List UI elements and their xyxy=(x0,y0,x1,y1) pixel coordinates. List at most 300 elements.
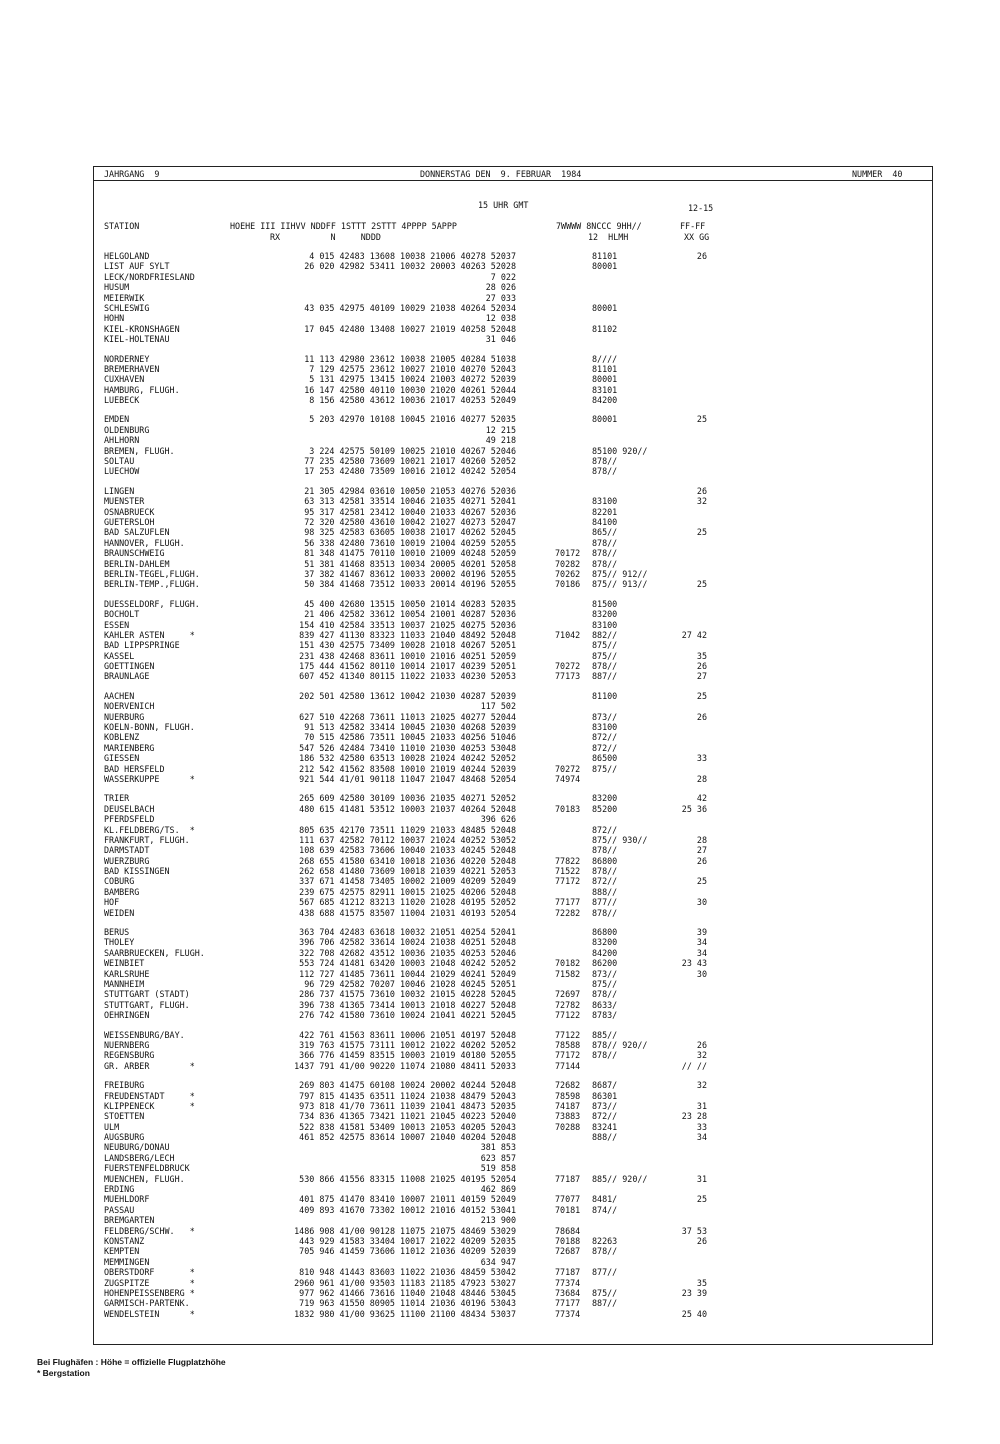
station-name: PFERDSFELD xyxy=(104,814,155,825)
cloud-code: 878// xyxy=(592,866,618,877)
station-data: 28 026 xyxy=(485,282,516,293)
gust-value: 23 28 xyxy=(681,1111,707,1122)
cloud-code: 878// xyxy=(592,1246,618,1257)
station-data: 50 384 41468 73512 10033 20014 40196 52055 xyxy=(304,579,516,590)
gust-value: 26 xyxy=(696,1235,707,1246)
gust-value: 28 xyxy=(696,834,707,845)
issue-number: NUMMER 40 xyxy=(852,169,903,179)
weather-code: 77144 xyxy=(555,1060,581,1071)
station-data: 21 305 42984 03610 10050 21053 40276 52036 xyxy=(304,485,516,496)
cloud-code: 84100 xyxy=(592,516,618,527)
table-row xyxy=(0,793,1000,803)
station-data: 607 452 41340 80115 11022 21033 40230 52053 xyxy=(299,671,516,682)
time-label: 15 UHR GMT xyxy=(478,200,529,210)
station-name: KONSTANZ xyxy=(104,1235,145,1246)
range-label: 12-15 xyxy=(688,203,714,213)
cloud-code: 887// xyxy=(592,1298,618,1309)
gust-value: 32 xyxy=(696,1050,707,1061)
table-row xyxy=(0,446,1000,456)
gust-value: 25 xyxy=(696,579,707,590)
cloud-code: 83200 xyxy=(592,609,618,620)
table-row xyxy=(0,1236,1000,1246)
cloud-code: 882// xyxy=(592,629,618,640)
station-table xyxy=(0,251,1000,1328)
gust-value: 34 xyxy=(696,1132,707,1143)
station-data: 231 438 42468 83611 10010 21016 40251 52059 xyxy=(299,650,516,661)
gust-value: 26 xyxy=(696,251,707,261)
table-row xyxy=(0,1101,1000,1111)
station-name: OEHRINGEN xyxy=(104,1010,150,1021)
table-row xyxy=(0,456,1000,466)
station-data: 1486 908 41/00 90128 11075 21075 48469 53029 xyxy=(294,1225,516,1236)
table-row xyxy=(0,282,1000,292)
table-row xyxy=(0,804,1000,814)
gust-value: 42 xyxy=(696,793,707,804)
station-name: FUERSTENFELDBRUCK xyxy=(104,1163,190,1174)
table-row xyxy=(0,774,1000,784)
cloud-code: 80001 xyxy=(592,414,618,425)
cloud-code: 82263 xyxy=(592,1235,618,1246)
station-data: 4 015 42483 13608 10038 21006 40278 52037 xyxy=(309,251,516,261)
table-row xyxy=(0,599,1000,609)
table-row xyxy=(0,712,1000,722)
gust-value: 23 43 xyxy=(681,958,707,969)
table-row xyxy=(0,364,1000,374)
table-row xyxy=(0,1010,1000,1020)
table-row xyxy=(0,425,1000,435)
code-header: HOEHE III IIHVV NDDFF 1STTT 2STTT 4PPPP 5APPP xyxy=(230,221,457,231)
cloud-code: 878// xyxy=(592,537,618,548)
station-name: HAMBURG, FLUGH. xyxy=(104,384,180,395)
weather-code: 70288 xyxy=(555,1121,581,1132)
station-data: 396 706 42582 33614 10024 21038 40251 52048 xyxy=(299,937,516,948)
station-data: 269 803 41475 60108 10024 20002 40244 52048 xyxy=(299,1080,516,1091)
station-name: BREMERHAVEN xyxy=(104,363,160,374)
station-data: 322 708 42682 43512 10036 21035 40253 52046 xyxy=(299,947,516,958)
station-name: STUTTGART, FLUGH. xyxy=(104,999,190,1010)
station-name: PASSAU xyxy=(104,1204,135,1215)
station-name: CUXHAVEN xyxy=(104,374,145,385)
gust-value: 26 xyxy=(696,711,707,722)
table-row xyxy=(0,671,1000,681)
gust-value: 25 xyxy=(696,414,707,425)
table-row xyxy=(0,1246,1000,1256)
cloud-code: 8481/ xyxy=(592,1194,618,1205)
station-name: BRAUNLAGE xyxy=(104,671,150,682)
cloud-code: 872// xyxy=(592,732,618,743)
weather-code: 73883 xyxy=(555,1111,581,1122)
table-row xyxy=(0,486,1000,496)
station-name: TRIER xyxy=(104,793,130,804)
station-data: 112 727 41485 73611 10044 21029 40241 52049 xyxy=(299,968,516,979)
weather-code: 71522 xyxy=(555,866,581,877)
weather-code: 77177 xyxy=(555,1298,581,1309)
station-name: NOERVENICH xyxy=(104,701,155,712)
station-name: KAHLER ASTEN * xyxy=(104,629,195,640)
table-row xyxy=(0,691,1000,701)
station-name: LUEBECK xyxy=(104,395,140,406)
station-group xyxy=(0,414,1000,476)
table-row xyxy=(0,764,1000,774)
header-rule xyxy=(93,180,933,181)
station-name: COBURG xyxy=(104,876,135,887)
station-name: HANNOVER, FLUGH. xyxy=(104,537,185,548)
cloud-code: 81500 xyxy=(592,598,618,609)
weather-code: 70272 xyxy=(555,661,581,672)
table-row xyxy=(0,1132,1000,1142)
station-data: 480 615 41481 53512 10003 21037 40264 52048 xyxy=(299,803,516,814)
weather-code: 70188 xyxy=(555,1235,581,1246)
table-row xyxy=(0,969,1000,979)
station-data: 839 427 41130 83323 11033 21040 48492 52048 xyxy=(299,629,516,640)
table-row xyxy=(0,701,1000,711)
table-row xyxy=(0,313,1000,323)
station-data: 70 515 42586 73511 10045 21033 40256 51046 xyxy=(304,732,516,743)
station-data: 401 875 41470 83410 10007 21011 40159 52049 xyxy=(299,1194,516,1205)
weather-code: 77122 xyxy=(555,1010,581,1021)
cloud-code: 80001 xyxy=(592,374,618,385)
station-name: OSNABRUECK xyxy=(104,506,155,517)
gust-value: 23 39 xyxy=(681,1287,707,1298)
station-data: 12 038 xyxy=(485,313,516,324)
station-data: 51 381 41468 83513 10034 20005 40201 52058 xyxy=(304,558,516,569)
cloud-code: 878// xyxy=(592,558,618,569)
footnote-airports: Bei Flughäfen : Höhe = offizielle Flugplatzhöhe xyxy=(37,1357,226,1367)
gust-value: 26 xyxy=(696,1039,707,1050)
station-name: BERLIN-TEMP.,FLUGH. xyxy=(104,579,200,590)
table-row xyxy=(0,958,1000,968)
table-row xyxy=(0,927,1000,937)
station-data: 21 406 42582 33612 10054 21001 40287 52036 xyxy=(304,609,516,620)
station-data: 381 853 xyxy=(480,1142,516,1153)
station-data: 396 738 41365 73414 10013 21018 40227 52048 xyxy=(299,999,516,1010)
station-data: 212 542 41562 83508 10010 21019 40244 52039 xyxy=(299,763,516,774)
table-row xyxy=(0,1215,1000,1225)
table-row xyxy=(0,1153,1000,1163)
station-name: STOETTEN xyxy=(104,1111,145,1122)
cloud-code: 888// xyxy=(592,886,618,897)
station-data: 3 224 42575 50109 10025 21010 40267 52046 xyxy=(309,445,516,456)
station-data: 16 147 42580 40110 10030 21020 40261 52044 xyxy=(304,384,516,395)
cloud-code: 84200 xyxy=(592,395,618,406)
gust-value: 32 xyxy=(696,1080,707,1091)
station-name: GOETTINGEN xyxy=(104,661,155,672)
table-row xyxy=(0,866,1000,876)
station-data: 422 761 41563 83611 10006 21051 40197 52048 xyxy=(299,1029,516,1040)
station-data: 1437 791 41/00 90220 11074 21080 48411 52033 xyxy=(294,1060,516,1071)
footnote-mountain: * Bergstation xyxy=(37,1368,90,1378)
station-name: MUEHLDORF xyxy=(104,1194,150,1205)
station-data: 12 215 xyxy=(485,424,516,435)
weather-code: 70262 xyxy=(555,568,581,579)
cloud-code: 877// xyxy=(592,897,618,908)
table-row xyxy=(0,507,1000,517)
station-group xyxy=(0,1030,1000,1072)
station-name: THOLEY xyxy=(104,937,135,948)
station-name: LUECHOW xyxy=(104,466,140,477)
station-name: AHLHORN xyxy=(104,435,140,446)
station-name: KL.FELDBERG/TS. * xyxy=(104,824,195,835)
table-row xyxy=(0,1205,1000,1215)
station-name: DARMSTADT xyxy=(104,845,150,856)
station-data: 1832 980 41/00 93625 11100 21100 48434 53037 xyxy=(294,1308,516,1319)
gust-value: 34 xyxy=(696,947,707,958)
station-data: 239 675 42575 82911 10015 21025 40206 52048 xyxy=(299,886,516,897)
weather-code: 77177 xyxy=(555,897,581,908)
station-name: ESSEN xyxy=(104,619,130,630)
table-row xyxy=(0,1030,1000,1040)
gust-value: 25 36 xyxy=(681,803,707,814)
table-row xyxy=(0,559,1000,569)
table-row xyxy=(0,261,1000,271)
station-group xyxy=(0,599,1000,682)
cloud-code: 878// xyxy=(592,989,618,1000)
station-name: BERLIN-TEGEL,FLUGH. xyxy=(104,568,200,579)
station-data: 186 532 42580 63513 10028 21024 40242 52052 xyxy=(299,753,516,764)
station-data: 63 313 42581 33514 10046 21035 40271 52041 xyxy=(304,496,516,507)
table-row xyxy=(0,743,1000,753)
station-data: 705 946 41459 73606 11012 21036 40209 52039 xyxy=(299,1246,516,1257)
table-row xyxy=(0,979,1000,989)
station-group xyxy=(0,1080,1000,1319)
cloud-code: 83100 xyxy=(592,722,618,733)
weather-code: 70183 xyxy=(555,803,581,814)
station-data: 363 704 42483 63618 10032 21051 40254 52041 xyxy=(299,927,516,938)
station-name: AUGSBURG xyxy=(104,1132,145,1143)
cloud-code: 8783/ xyxy=(592,1010,618,1021)
table-row xyxy=(0,569,1000,579)
table-row xyxy=(0,251,1000,261)
station-data: 286 737 41575 73610 10032 21015 40228 52045 xyxy=(299,989,516,1000)
cloud-code: 875// 930// xyxy=(592,834,648,845)
table-row xyxy=(0,324,1000,334)
station-name: WENDELSTEIN * xyxy=(104,1308,195,1319)
table-row xyxy=(0,897,1000,907)
table-row xyxy=(0,856,1000,866)
station-name: MEIERWIK xyxy=(104,292,145,303)
gust-value: 35 xyxy=(696,650,707,661)
weather-code: 77172 xyxy=(555,876,581,887)
station-name: KEMPTEN xyxy=(104,1246,140,1257)
cloud-code: 875// 912// xyxy=(592,568,648,579)
weather-code: 74187 xyxy=(555,1100,581,1111)
station-name: KIEL-HOLTENAU xyxy=(104,334,170,345)
cloud-code: 84200 xyxy=(592,947,618,958)
station-data: 77 235 42580 73609 10021 21017 40260 52052 xyxy=(304,456,516,467)
cloud-code: 873// xyxy=(592,1100,618,1111)
table-row xyxy=(0,989,1000,999)
station-group xyxy=(0,793,1000,918)
station-name: LANDSBERG/LECH xyxy=(104,1152,175,1163)
station-name: BERUS xyxy=(104,927,130,938)
weather-code: 70182 xyxy=(555,958,581,969)
weather-code: 71042 xyxy=(555,629,581,640)
station-data: 81 348 41475 70110 10010 21009 40248 52059 xyxy=(304,548,516,559)
station-name: WEISSENBURG/BAY. xyxy=(104,1029,185,1040)
weather-code: 74974 xyxy=(555,773,581,784)
station-name: WEIDEN xyxy=(104,907,135,918)
station-data: 202 501 42580 13612 10042 21030 40287 52039 xyxy=(299,690,516,701)
table-row xyxy=(0,1050,1000,1060)
station-name: DEUSELBACH xyxy=(104,803,155,814)
station-data: 72 320 42580 43610 10042 21027 40273 52047 xyxy=(304,516,516,527)
station-data: 973 818 41/70 73611 11039 21041 48473 52035 xyxy=(299,1100,516,1111)
cloud-code: 872// xyxy=(592,824,618,835)
station-data: 8 156 42580 43612 10036 21017 40253 52049 xyxy=(309,395,516,406)
station-name: GIESSEN xyxy=(104,753,140,764)
weather-code: 77077 xyxy=(555,1194,581,1205)
cloud-code: 8687/ xyxy=(592,1080,618,1091)
table-row xyxy=(0,937,1000,947)
cloud-code: 83200 xyxy=(592,937,618,948)
cloud-code: 81102 xyxy=(592,323,618,334)
cloud-code: 875// xyxy=(592,650,618,661)
station-name: GUETERSLOH xyxy=(104,516,155,527)
station-name: SCHLESWIG xyxy=(104,302,150,313)
station-name: ERDING xyxy=(104,1184,135,1195)
station-data: 443 929 41583 33404 10017 21022 40209 52035 xyxy=(299,1235,516,1246)
cloud-code: 878// xyxy=(592,456,618,467)
weather-code: 70181 xyxy=(555,1204,581,1215)
table-row xyxy=(0,630,1000,640)
table-row xyxy=(0,1163,1000,1173)
cloud-code: 887// xyxy=(592,671,618,682)
weather-code: 77122 xyxy=(555,1029,581,1040)
table-row xyxy=(0,517,1000,527)
station-name: MUENSTER xyxy=(104,496,145,507)
station-name: KIEL-KRONSHAGEN xyxy=(104,323,180,334)
cloud-code: 82201 xyxy=(592,506,618,517)
station-data: 462 869 xyxy=(480,1184,516,1195)
cloud-code: 872// xyxy=(592,742,618,753)
table-row xyxy=(0,825,1000,835)
station-data: 151 430 42575 73409 10028 21018 40267 52051 xyxy=(299,640,516,651)
gust-value: 37 53 xyxy=(681,1225,707,1236)
station-data: 438 688 41575 83507 11004 21031 40193 52054 xyxy=(299,907,516,918)
cloud-code: 8//// xyxy=(592,353,618,364)
table-row xyxy=(0,1257,1000,1267)
station-name: SAARBRUECKEN, FLUGH. xyxy=(104,947,205,958)
table-row xyxy=(0,845,1000,855)
station-name: KOBLENZ xyxy=(104,732,140,743)
station-data: 17 253 42480 73509 10016 21012 40242 52054 xyxy=(304,466,516,477)
gust-value: 32 xyxy=(696,496,707,507)
station-data: 627 510 42268 73611 11013 21025 40277 52044 xyxy=(299,711,516,722)
cloud-code: 873// xyxy=(592,968,618,979)
station-name: HOHN xyxy=(104,313,125,324)
table-row xyxy=(0,1226,1000,1236)
station-name: BERLIN-DAHLEM xyxy=(104,558,170,569)
table-row xyxy=(0,1122,1000,1132)
table-row xyxy=(0,1288,1000,1298)
station-name: BREMEN, FLUGH. xyxy=(104,445,175,456)
station-name: LECK/NORDFRIESLAND xyxy=(104,271,195,282)
table-row xyxy=(0,385,1000,395)
gust-value: 30 xyxy=(696,897,707,908)
cloud-code: 878// xyxy=(592,466,618,477)
station-name: BAMBERG xyxy=(104,886,140,897)
station-data: 409 893 41670 73302 10012 21016 40152 53041 xyxy=(299,1204,516,1215)
weather-code: 70186 xyxy=(555,579,581,590)
station-data: 31 046 xyxy=(485,334,516,345)
cloud-code: 875// xyxy=(592,640,618,651)
station-group xyxy=(0,251,1000,345)
cloud-code: 81101 xyxy=(592,251,618,261)
cloud-code: 878// xyxy=(592,661,618,672)
weather-code: 77173 xyxy=(555,671,581,682)
station-data: 37 382 41467 83612 10033 20002 40196 52055 xyxy=(304,568,516,579)
weather-code: 72687 xyxy=(555,1246,581,1257)
gust-value: 33 xyxy=(696,753,707,764)
code-subheader: RX N NDDD xyxy=(270,232,381,242)
cloud-code: 85100 920// xyxy=(592,445,648,456)
station-group xyxy=(0,486,1000,590)
gust-value: 26 xyxy=(696,661,707,672)
cloud-code: 878// xyxy=(592,845,618,856)
station-data: 805 635 42170 73511 11029 21033 48485 52048 xyxy=(299,824,516,835)
weather-code: 77187 xyxy=(555,1173,581,1184)
station-name: BAD HERSFELD xyxy=(104,763,165,774)
station-header: STATION xyxy=(104,221,140,231)
station-name: WASSERKUPPE * xyxy=(104,773,195,784)
station-data: 117 502 xyxy=(480,701,516,712)
cloud-code: 877// xyxy=(592,1267,618,1278)
gust-value: 26 xyxy=(696,485,707,496)
station-data: 262 658 41480 73609 10018 21039 40221 52053 xyxy=(299,866,516,877)
cloud-code: 875// xyxy=(592,979,618,989)
station-name: NEUBURG/DONAU xyxy=(104,1142,170,1153)
table-row xyxy=(0,887,1000,897)
station-data: 396 626 xyxy=(480,814,516,825)
station-data: 567 685 41212 83213 11020 21028 40195 52052 xyxy=(299,897,516,908)
station-data: 91 513 42582 33414 10045 21030 40268 52039 xyxy=(304,722,516,733)
cloud-code: 85200 xyxy=(592,803,618,814)
table-row xyxy=(0,661,1000,671)
station-data: 530 866 41556 83315 11008 21025 40195 52054 xyxy=(299,1173,516,1184)
station-data: 810 948 41443 83603 11022 21036 48459 53042 xyxy=(299,1267,516,1278)
cloud-code: 872// xyxy=(592,876,618,887)
station-name: BREMGARTEN xyxy=(104,1215,155,1226)
station-data: 797 815 41435 63511 11024 21038 48479 52043 xyxy=(299,1090,516,1101)
weather-code: 77172 xyxy=(555,1050,581,1061)
station-data: 276 742 41580 73610 10024 21041 40221 52045 xyxy=(299,1010,516,1021)
weather-code: 78684 xyxy=(555,1225,581,1236)
table-row xyxy=(0,1000,1000,1010)
cloud-code: 80001 xyxy=(592,302,618,313)
table-row xyxy=(0,303,1000,313)
station-name: KARLSRUHE xyxy=(104,968,150,979)
station-name: LINGEN xyxy=(104,485,135,496)
weather-code: 70172 xyxy=(555,548,581,559)
station-data: 268 655 41580 63410 10018 21036 40220 52048 xyxy=(299,855,516,866)
station-name: WEINBIET xyxy=(104,958,145,969)
station-group xyxy=(0,354,1000,406)
cloud-code: 873// xyxy=(592,711,618,722)
table-row xyxy=(0,466,1000,476)
table-row xyxy=(0,354,1000,364)
weather-code: 77187 xyxy=(555,1267,581,1278)
table-row xyxy=(0,293,1000,303)
weather-code: 72782 xyxy=(555,999,581,1010)
table-row xyxy=(0,948,1000,958)
station-data: 366 776 41459 83515 10003 21019 40180 52055 xyxy=(299,1050,516,1061)
cloud-code: 83200 xyxy=(592,793,618,804)
cloud-code: 878// xyxy=(592,548,618,559)
station-data: 98 325 42583 63605 10038 21017 40262 52045 xyxy=(304,527,516,538)
table-row xyxy=(0,435,1000,445)
station-data: 45 400 42680 13515 10050 21014 40283 52035 xyxy=(304,598,516,609)
gust-value: 27 42 xyxy=(681,629,707,640)
